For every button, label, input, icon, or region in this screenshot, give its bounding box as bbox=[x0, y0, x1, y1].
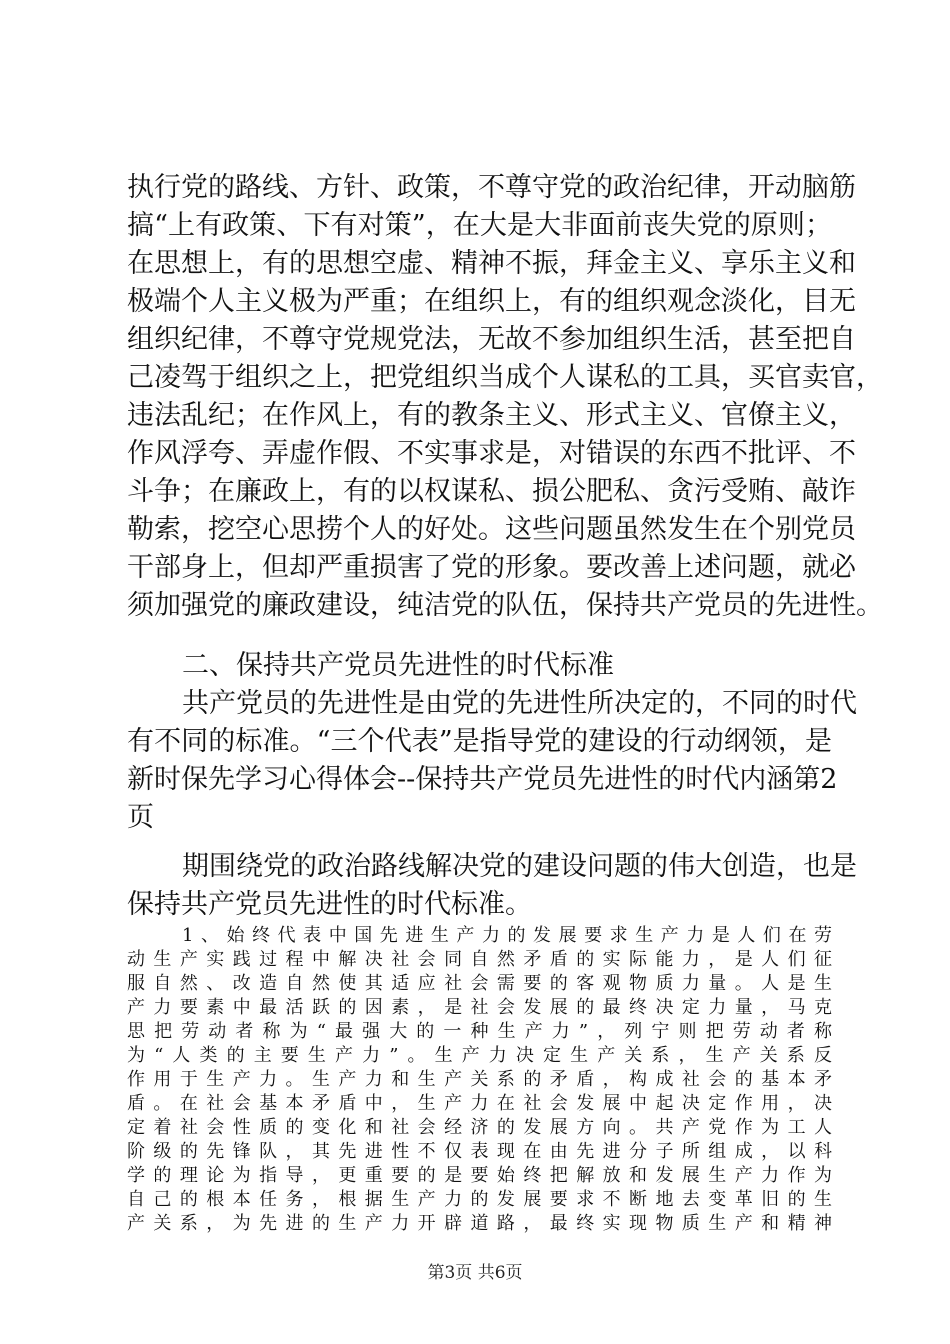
text-line: 定着社会性质的变化和社会经济的发展方向。共产党作为工人 bbox=[127, 1117, 832, 1138]
text-line: 新时保先学习心得体会--保持共产党员先进性的时代内涵第2 bbox=[127, 764, 838, 795]
text-line: 违法乱纪；在作风上，有的教条主义、形式主义、官僚主义， bbox=[127, 400, 856, 431]
text-line: 产力要素中最活跃的因素，是社会发展的最终决定力量，马克 bbox=[127, 997, 832, 1018]
text-line: 共产党员的先进性是由党的先进性所决定的，不同的时代 bbox=[182, 688, 857, 719]
text-line: 有不同的标准。“三个代表”是指导党的建设的行动纲领，是 bbox=[127, 726, 832, 757]
text-line: 为“人类的主要生产力”。生产力决定生产关系，生产关系反 bbox=[127, 1045, 832, 1066]
text-line: 执行党的路线、方针、政策，不尊守党的政治纪律，开动脑筋 bbox=[127, 172, 856, 203]
text-line: 保持共产党员先进性的时代标准。 bbox=[127, 889, 532, 920]
text-line: 阶级的先锋队，其先进性不仅表现在由先进分子所组成，以科 bbox=[127, 1141, 832, 1162]
text-line: 搞“上有政策、下有对策”，在大是大非面前丧失党的原则； bbox=[127, 210, 832, 241]
page-number-footer: 第3页 共6页 bbox=[427, 1263, 523, 1283]
text-line: 干部身上，但却严重损害了党的形象。要改善上述问题，就必 bbox=[127, 552, 856, 583]
text-line: 页 bbox=[127, 802, 154, 833]
text-line: 作风浮夸、弄虚作假、不实事求是，对错误的东西不批评、不 bbox=[127, 438, 856, 469]
text-line: 盾。在社会基本矛盾中，生产力在社会发展中起决定作用，决 bbox=[127, 1093, 832, 1114]
text-line: 己凌驾于组织之上，把党组织当成个人谋私的工具，买官卖官， bbox=[127, 362, 883, 393]
text-line: 思把劳动者称为“最强大的一种生产力”，列宁则把劳动者称 bbox=[127, 1021, 832, 1042]
section-heading: 二、保持共产党员先进性的时代标准 bbox=[182, 650, 614, 681]
text-line: 动生产实践过程中解决社会同自然矛盾的实际能力，是人们征 bbox=[127, 949, 832, 970]
text-line: 学的理论为指导，更重要的是要始终把解放和发展生产力作为 bbox=[127, 1165, 832, 1186]
text-line: 1、始终代表中国先进生产力的发展要求生产力是人们在劳 bbox=[182, 925, 832, 946]
text-line: 极端个人主义极为严重；在组织上，有的组织观念淡化，目无 bbox=[127, 286, 856, 317]
text-line: 须加强党的廉政建设，纯洁党的队伍，保持共产党员的先进性。 bbox=[127, 590, 883, 621]
text-line: 斗争；在廉政上，有的以权谋私、损公肥私、贪污受贿、敲诈 bbox=[127, 476, 856, 507]
text-line: 自己的根本任务，根据生产力的发展要求不断地去变革旧的生 bbox=[127, 1189, 832, 1210]
text-line: 组织纪律，不尊守党规党法，无故不参加组织生活，甚至把自 bbox=[127, 324, 856, 355]
text-line: 服自然、改造自然使其适应社会需要的客观物质力量。人是生 bbox=[127, 973, 832, 994]
text-line: 期围绕党的政治路线解决党的建设问题的伟大创造，也是 bbox=[182, 851, 857, 882]
text-line: 作用于生产力。生产力和生产关系的矛盾，构成社会的基本矛 bbox=[127, 1069, 832, 1090]
text-line: 产关系，为先进的生产力开辟道路，最终实现物质生产和精神 bbox=[127, 1213, 832, 1234]
text-line: 在思想上，有的思想空虚、精神不振，拜金主义、享乐主义和 bbox=[127, 248, 856, 279]
text-line: 勒索，挖空心思捞个人的好处。这些问题虽然发生在个别党员 bbox=[127, 514, 856, 545]
